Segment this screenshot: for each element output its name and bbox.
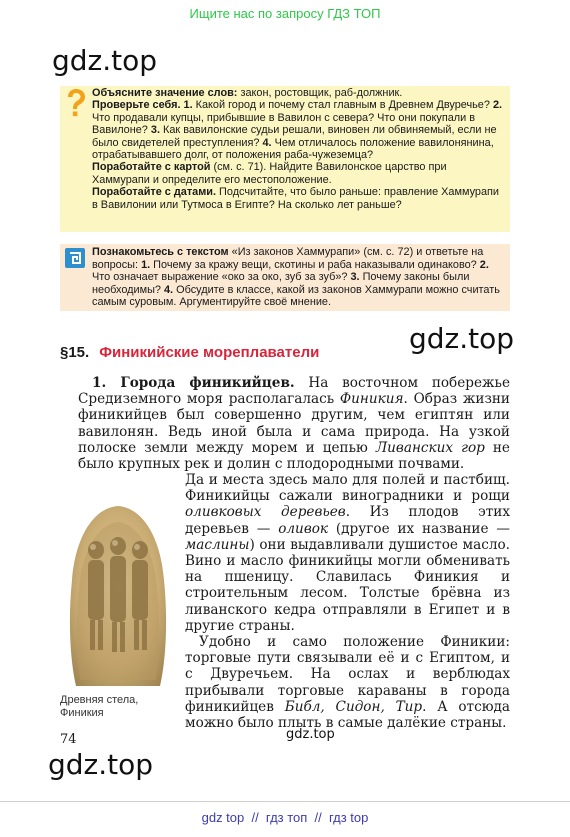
section-number: §15. bbox=[60, 344, 90, 361]
watermark-mid-right: gdz.top bbox=[409, 322, 515, 355]
questions-box bbox=[60, 86, 510, 232]
watermark-page-bottom: gdz.top bbox=[286, 727, 335, 742]
check-yourself-label: Проверьте себя. 1. bbox=[92, 99, 193, 112]
question-mark-icon bbox=[65, 88, 87, 118]
terms-label: Объясните значение слов: bbox=[92, 87, 238, 99]
text-source-icon bbox=[65, 248, 85, 268]
top-banner[interactable]: Ищите нас по запросу ГДЗ ТОП bbox=[189, 6, 381, 21]
text-source-questions: Познакомьтесь с текстом «Из законов Хаммурапи» (см. с. 72) и ответьте на вопросы: 1. Почему за кражу вещи, скотины и раба наказывали одинаково? 2. Что означает выражение «око за око, зуб за зуб»? 3. Почему законы были необходимы? 4. Обсудите в классе, какой из законов Хаммурапи можно считать самым суровым. Аргументируйте своё мнение. bbox=[92, 246, 500, 309]
body-text-full-width: 1. Города финикийцев. На восточном побережье Средиземного моря располагалась Финикия. Образ жизни финикийцев был совершенно другим, чем египтян или вавилонян. Ведь иной была и сама природа. На узкой полоске земли между морем и цепью Ливанских гор не было крупных рек и долин с плодородными почвами. bbox=[78, 375, 510, 473]
ancient-stele-image bbox=[62, 500, 174, 690]
section-title: Финикийские мореплаватели bbox=[99, 344, 320, 361]
footer-divider bbox=[0, 801, 570, 802]
section-heading bbox=[60, 344, 319, 361]
watermark-bottom-left: gdz.top bbox=[48, 748, 154, 781]
figure-caption: Древняя стела, Финикия bbox=[60, 694, 139, 719]
footer-links[interactable]: gdz top // гдз топ // гдз top bbox=[201, 810, 369, 825]
watermark-top-left: gdz.top bbox=[52, 44, 158, 77]
questions-text: Объясните значение слов: закон, ростовщик, раб-должник. Проверьте себя. 1. Какой город и почему стал главным в Древнем Двуречье? 2. Что продавали купцы, прибывшие в Вавилон с севера? Что они покупали в Вавилоне? 3. Как вавилонские судьи решали, виновен ли обвиняемый, если не было свидетелей преступления? 4. Чем отличалось положение вавилонянина, отрабатывавшего долг, от положения раба-чужеземца? Поработайте с картой (см. с. 71). Найдите Вавилонское царство при Хаммурапи и определите его местоположение. Поработайте с датами. Подсчитайте, что было раньше: правление Хаммурапи в Вавилонии или Тутмоса в Египте? На сколько лет раньше? bbox=[92, 87, 503, 211]
dates-task-label: Поработайте с датами. bbox=[92, 186, 217, 199]
map-task-label: Поработайте с картой bbox=[92, 161, 211, 174]
subsection-heading: 1. Города финикийцев. bbox=[92, 375, 295, 391]
body-text-right-column: Да и места здесь мало для полей и пастбищ. Финикийцы сажали виноградники и рощи оливковых деревьев. Из плодов этих деревьев — оливок (другое их название — маслины) они выдавливали душистое масло. Вино и масло финикийцы могли обменивать на пшеницу. Славилась Финикия и строительным лесом. Толстые брёвна из ливанского кедра отправляли в Египет и в другие страны. Удобно и само положение Финикии: торговые пути связывали её и с Египтом, и с Двуречьем. На ослах и верблюдах прибывали торговые караваны в города финикийцев Библ, Сидон, Тир. А отсюда можно было плыть в самые далёкие страны. bbox=[185, 472, 511, 732]
page-number: 74 bbox=[60, 732, 77, 747]
text-source-box bbox=[60, 244, 510, 311]
